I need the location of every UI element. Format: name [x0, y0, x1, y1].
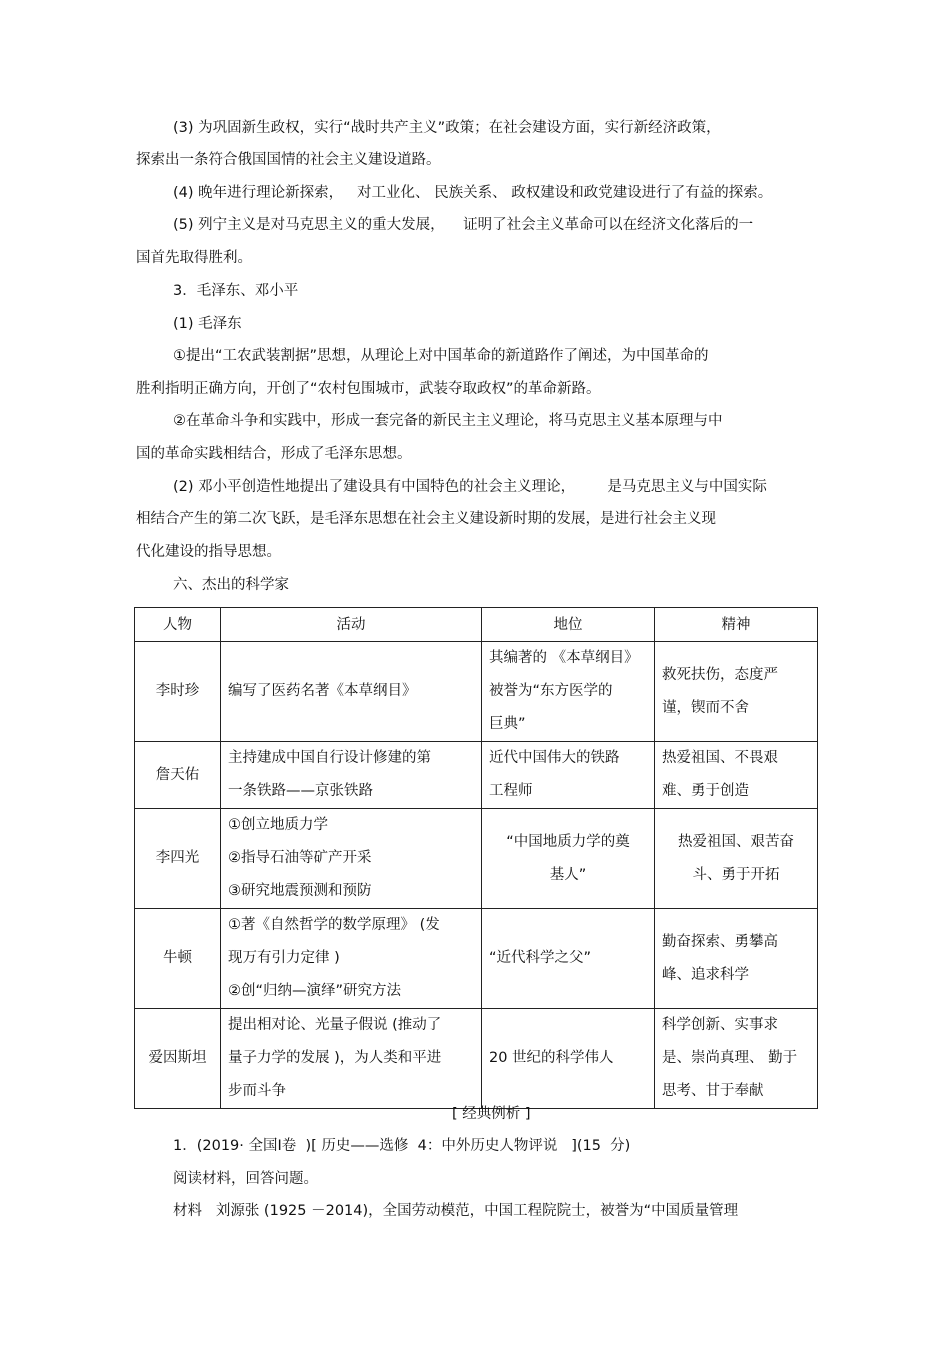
activity-cell: [221, 1009, 482, 1109]
cell-line: “中国地质力学的奠: [506, 833, 630, 850]
cell-line: 量子力学的发展 )，为人类和平进: [228, 1050, 442, 1066]
paragraph-line: 胜利指明正确方向，开创了“农村包围城市，武装夺取政权”的革命新路。: [136, 381, 601, 397]
section-heading: 3．毛泽东、邓小平: [173, 283, 299, 299]
cell-line: 热爱祖国、艰苦奋: [678, 833, 794, 850]
section-heading: 六、杰出的科学家: [173, 577, 289, 593]
spirit-cell: [655, 742, 818, 809]
cell-line: 峰、追求科学: [662, 966, 749, 983]
cell-line: 谨，锲而不舍: [662, 699, 749, 716]
spirit-cell: [655, 642, 818, 742]
spirit-cell: [655, 909, 818, 1009]
table-row: [135, 909, 818, 1009]
cell-line: 提出相对论、光量子假说 (推动了: [228, 1017, 442, 1033]
status-cell: [482, 642, 655, 742]
paragraph-line: 探索出一条符合俄国国情的社会主义建设道路。: [136, 152, 441, 168]
cell-line: 巨典”: [489, 716, 526, 732]
paragraph-line: ②在革命斗争和实践中，形成一套完备的新民主主义理论，将马克思主义基本原理与中: [173, 413, 723, 429]
cell-line: ③研究地震预测和预防: [228, 883, 372, 899]
cell-line: 基人”: [549, 866, 587, 883]
person-name-cell: 李时珍: [135, 642, 221, 742]
cell-line: 救死扶伤，态度严: [662, 666, 778, 683]
cell-line: 被誉为“东方医学的: [489, 683, 613, 699]
person-name-cell: 詹天佑: [135, 742, 221, 809]
paragraph-line: ①提出“工农武装割据”思想，从理论上对中国革命的新道路作了阐述，为中国革命的: [173, 348, 709, 364]
cell-line: 科学创新、实事求: [662, 1017, 778, 1033]
cell-line: ①创立地质力学: [228, 817, 328, 833]
instruction-line: 阅读材料，回答问题。: [173, 1171, 318, 1187]
cell-line: 思考、甘于奉献: [662, 1083, 764, 1099]
table-row: [135, 642, 818, 742]
status-cell: [482, 1009, 655, 1109]
cell-line: 难、勇于创造: [662, 783, 749, 799]
subsection-heading: (1) 毛泽东: [173, 316, 242, 332]
activity-cell: [221, 642, 482, 742]
table-row: [135, 809, 818, 909]
cell-line: 步而斗争: [228, 1083, 286, 1099]
column-header-person: 人物: [135, 608, 221, 642]
cell-line: 一条铁路——京张铁路: [228, 783, 373, 799]
cell-line: 是、崇尚真理、 勤于: [662, 1050, 798, 1066]
status-cell: [482, 742, 655, 809]
person-name-cell: 李四光: [135, 809, 221, 909]
cell-line: ①著《自然哲学的数学原理》 (发: [228, 917, 440, 933]
material-line: 材料 刘源张 (1925 －2014)，全国劳动模范，中国工程院院士，被誉为“中国质量管理: [173, 1203, 739, 1219]
cell-line: 现万有引力定律 ): [228, 950, 340, 966]
table-row: [135, 742, 818, 809]
person-name-cell: 爱因斯坦: [135, 1009, 221, 1109]
cell-line: “近代科学之父”: [489, 950, 592, 966]
table-header-row: [135, 608, 818, 642]
paragraph-line: 相结合产生的第二次飞跃，是毛泽东思想在社会主义建设新时期的发展，是进行社会主义现: [136, 511, 716, 527]
cell-line: ②指导石油等矿产开采: [228, 850, 372, 866]
question-line: 1．(2019· 全国Ⅰ卷 )[ 历史——选修 4：中外历史人物评说 ](15 分): [173, 1138, 631, 1154]
activity-cell: [221, 809, 482, 909]
activity-cell: [221, 742, 482, 809]
cell-line: 斗、勇于开拓: [692, 866, 780, 883]
activity-cell: [221, 909, 482, 1009]
person-name-cell: 牛顿: [135, 909, 221, 1009]
cell-line: 热爱祖国、不畏艰: [662, 750, 778, 766]
spirit-cell: [655, 1009, 818, 1109]
scientists-table: [134, 607, 818, 1109]
cell-line: 勤奋探索、勇攀高: [662, 933, 778, 950]
spirit-cell: [655, 809, 818, 909]
paragraph-line: 国首先取得胜利。: [136, 250, 252, 266]
column-header-spirit: 精神: [655, 608, 818, 642]
cell-line: 20 世纪的科学伟人: [489, 1050, 614, 1066]
paragraph-line: (4) 晚年进行理论新探索， 对工业化、 民族关系、 政权建设和政党建设进行了有益的探索。: [173, 185, 773, 201]
cell-line: 工程师: [489, 783, 533, 799]
paragraph-line: (2) 邓小平创造性地提出了建设具有中国特色的社会主义理论， 是马克思主义与中国实际: [173, 479, 767, 495]
paragraph-line: 国的革命实践相结合，形成了毛泽东思想。: [136, 446, 412, 462]
cell-line: 近代中国伟大的铁路: [489, 750, 620, 766]
cell-line: 编写了医药名著《本草纲目》: [228, 683, 417, 699]
example-heading: [ 经典例析 ]: [452, 1106, 531, 1122]
cell-line: 其编著的 《本草纲目》: [489, 650, 639, 666]
cell-line: ②创“归纳—演绎”研究方法: [228, 983, 402, 999]
status-cell: [482, 809, 655, 909]
paragraph-line: 代化建设的指导思想。: [136, 544, 281, 560]
cell-line: 主持建成中国自行设计修建的第: [228, 750, 431, 766]
status-cell: [482, 909, 655, 1009]
column-header-activity: 活动: [221, 608, 482, 642]
paragraph-line: (5) 列宁主义是对马克思主义的重大发展， 证明了社会主义革命可以在经济文化落后的一: [173, 217, 754, 233]
paragraph-line: (3) 为巩固新生政权，实行“战时共产主义”政策；在社会建设方面，实行新经济政策，: [173, 120, 721, 136]
column-header-status: 地位: [482, 608, 655, 642]
table-row: [135, 1009, 818, 1109]
